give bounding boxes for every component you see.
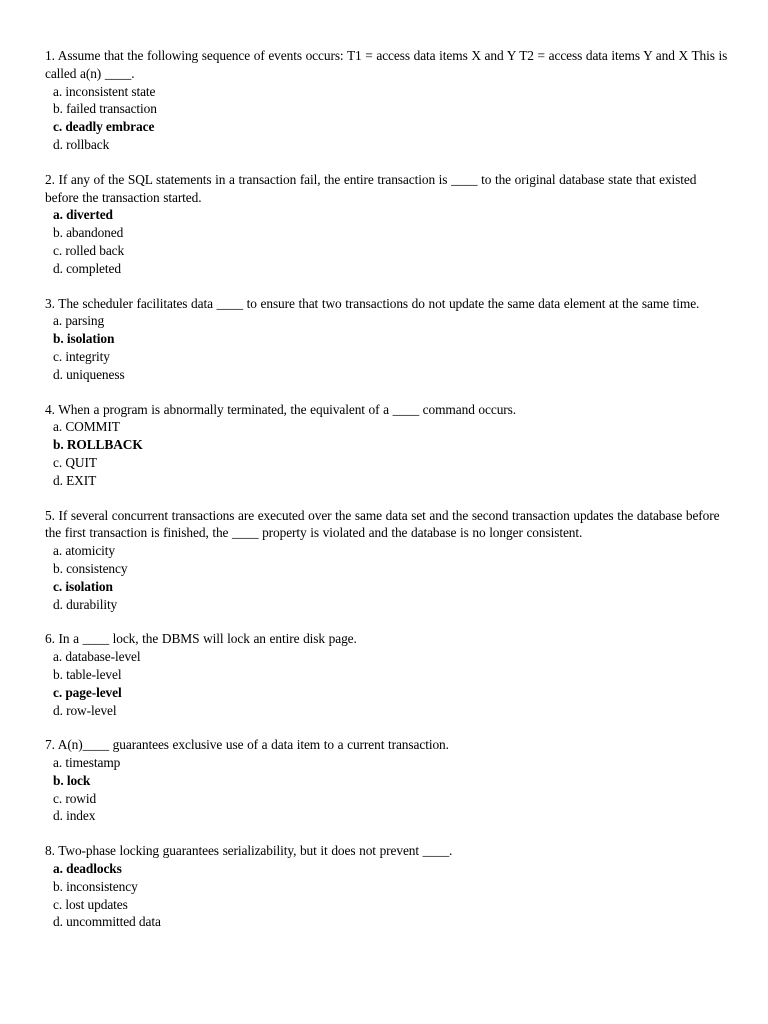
question-stem: 1. Assume that the following sequence of events occurs: T1 = access data items X and Y T2 = access data items Y and X This is called a(n) ____. xyxy=(45,48,728,81)
answer-option: d. completed xyxy=(53,260,121,276)
answer-option: c. integrity xyxy=(53,348,110,364)
question-4 xyxy=(45,401,730,490)
question-stem: 8. Two-phase locking guarantees serializability, but it does not prevent ____. xyxy=(45,843,453,859)
answer-option: d. rollback xyxy=(53,136,110,152)
question-8 xyxy=(45,842,730,931)
question-5 xyxy=(45,507,730,614)
answer-option: b. lock xyxy=(53,772,91,788)
answer-option: c. lost updates xyxy=(53,896,128,912)
quiz-document xyxy=(45,47,730,931)
question-1 xyxy=(45,47,730,154)
answer-option: d. durability xyxy=(53,596,118,612)
answer-option: a. diverted xyxy=(53,207,113,223)
answer-options xyxy=(45,860,730,931)
answer-option: c. isolation xyxy=(53,578,113,594)
answer-option: c. deadly embrace xyxy=(53,119,155,135)
answer-option: b. inconsistency xyxy=(53,878,138,894)
answer-option: b. ROLLBACK xyxy=(53,437,143,453)
answer-options xyxy=(45,648,730,719)
answer-option: b. table-level xyxy=(53,666,122,682)
answer-option: a. COMMIT xyxy=(53,419,120,435)
answer-options xyxy=(45,542,730,613)
answer-option: b. failed transaction xyxy=(53,101,157,117)
question-3 xyxy=(45,295,730,384)
answer-option: c. page-level xyxy=(53,684,122,700)
answer-option: c. rowid xyxy=(53,790,97,806)
answer-option: d. uncommitted data xyxy=(53,914,161,930)
answer-option: c. QUIT xyxy=(53,454,97,470)
answer-options xyxy=(45,206,730,277)
answer-option: a. deadlocks xyxy=(53,861,122,877)
question-6 xyxy=(45,630,730,719)
answer-option: b. abandoned xyxy=(53,225,124,241)
question-stem: 3. The scheduler facilitates data ____ to ensure that two transactions do not update the same data element at the same time. xyxy=(45,295,700,311)
answer-option: a. parsing xyxy=(53,313,105,329)
answer-option: b. isolation xyxy=(53,331,115,347)
question-7 xyxy=(45,736,730,825)
question-stem: 2. If any of the SQL statements in a transaction fail, the entire transaction is ____ to the original database state that existed before the transaction started. xyxy=(45,171,697,205)
answer-options xyxy=(45,83,730,154)
question-stem: 5. If several concurrent transactions are executed over the same data set and the second transaction updates the database before the first transaction is finished, the ____ property is violated and the database is no longer consistent. xyxy=(45,507,720,541)
answer-option: a. timestamp xyxy=(53,755,121,771)
answer-option: d. uniqueness xyxy=(53,366,125,382)
answer-option: c. rolled back xyxy=(53,242,125,258)
answer-option: b. consistency xyxy=(53,560,128,576)
question-stem: 4. When a program is abnormally terminated, the equivalent of a ____ command occurs. xyxy=(45,401,517,417)
question-2 xyxy=(45,171,730,278)
answer-option: d. row-level xyxy=(53,702,117,718)
question-stem: 6. In a ____ lock, the DBMS will lock an entire disk page. xyxy=(45,631,357,647)
answer-options xyxy=(45,754,730,825)
answer-option: a. database-level xyxy=(53,649,141,665)
answer-option: d. index xyxy=(53,808,96,824)
question-stem: 7. A(n)____ guarantees exclusive use of a data item to a current transaction. xyxy=(45,737,449,753)
answer-options xyxy=(45,418,730,489)
answer-option: d. EXIT xyxy=(53,472,97,488)
answer-options xyxy=(45,312,730,383)
answer-option: a. inconsistent state xyxy=(53,83,156,99)
answer-option: a. atomicity xyxy=(53,543,116,559)
